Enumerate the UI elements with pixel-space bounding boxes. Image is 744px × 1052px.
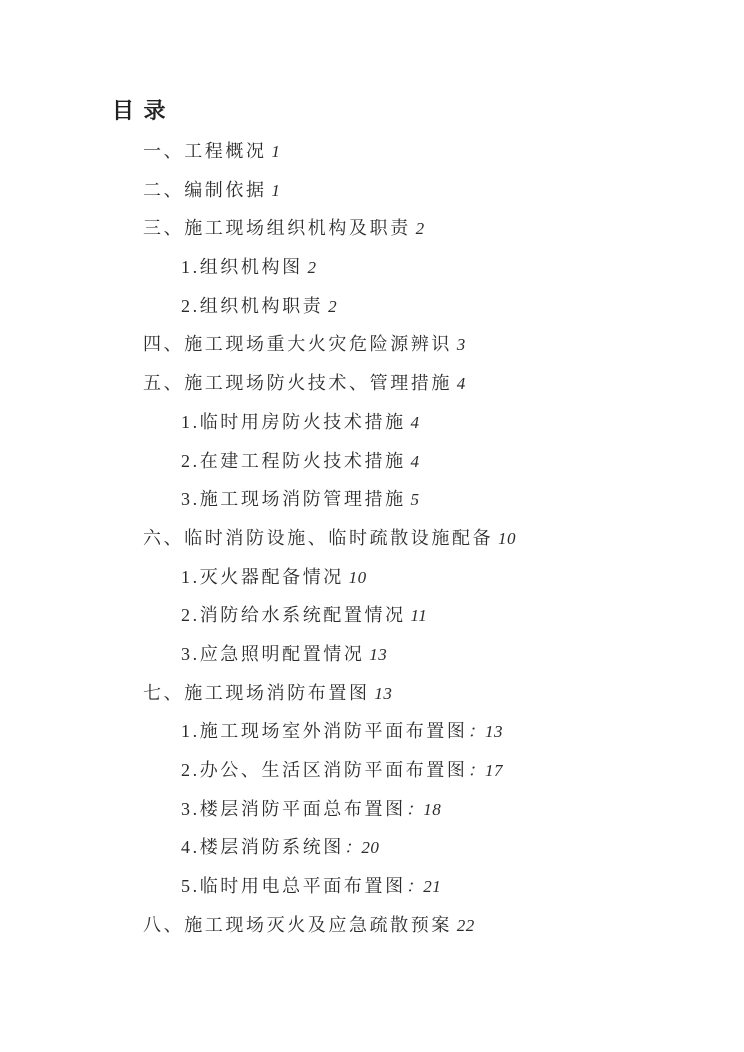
toc-entry-page-number: 11 [405,606,428,626]
toc-entry-page-number: 1 [266,142,281,161]
toc-entry-label: 1.施工现场室外消防平面布置图 [181,721,468,742]
toc-entry [0,403,744,442]
toc-entry-label: 1.临时用房防火技术措施 [181,411,406,432]
toc-entry-label: 一、工程概况 [143,141,267,161]
toc-entry-page-number: 2 [302,258,317,278]
toc-entry [0,558,744,597]
toc-entry-page-number: ：17 [467,761,503,780]
toc-entry-page-number: 1 [266,180,281,200]
toc-entry-page-number: 10 [493,528,516,548]
toc-entry-label: 四、施工现场重大火灾危险源辨识 [143,334,452,355]
toc-entry-page-number: 2 [410,219,425,239]
toc-entry [0,790,744,829]
toc-entry-page-number: 2 [323,296,338,316]
toc-entry [0,906,744,945]
toc-entry-label: 1.灭火器配备情况 [181,566,344,587]
toc-entry [0,132,744,171]
toc-list [0,132,744,944]
toc-entry-label: 三、施工现场组织机构及职责 [143,218,411,239]
toc-entry-label: 5.临时用电总平面布置图 [181,876,406,897]
toc-entry-label: 2.办公、生活区消防平面布置图 [181,760,468,780]
toc-entry [0,596,744,635]
toc-entry-page-number: 10 [343,567,367,587]
toc-entry-label: 3.施工现场消防管理措施 [181,489,406,510]
toc-entry [0,209,744,248]
toc-entry-label: 二、编制依据 [143,179,267,200]
toc-entry-page-number: 13 [369,683,393,703]
toc-entry-label: 3.楼层消防平面总布置图 [181,798,406,819]
toc-entry-label: 4.楼层消防系统图 [181,837,344,858]
toc-entry-page-number: ：20 [343,838,380,858]
toc-entry [0,325,744,364]
toc-entry-page-number: ：13 [467,722,503,742]
toc-entry-label: 1.组织机构图 [181,257,303,278]
toc-entry-page-number: 13 [364,644,388,664]
toc-entry-page-number: 4 [452,374,466,394]
toc-entry-label: 2.在建工程防火技术措施 [181,450,406,471]
toc-entry-page-number: 3 [452,335,466,355]
toc-entry-label: 2.组织机构职责 [181,295,324,316]
toc-entry [0,480,744,519]
toc-entry [0,442,744,481]
toc-entry-label: 六、临时消防设施、临时疏散设施配备 [143,527,494,548]
toc-entry-page-number: 22 [452,915,475,935]
toc-entry-page-number: 4 [405,412,420,432]
toc-entry-label: 3.应急照明配置情况 [181,643,365,664]
toc-entry [0,867,744,906]
toc-entry-label: 七、施工现场消防布置图 [143,682,370,703]
toc-entry-page-number: 5 [405,490,420,510]
toc-entry [0,364,744,403]
toc-entry-label: 八、施工现场灭火及应急疏散预案 [143,914,452,935]
toc-entry [0,712,744,751]
toc-entry-page-number: ：18 [405,799,442,819]
toc-entry-page-number: ：21 [405,877,442,897]
toc-entry [0,171,744,210]
toc-entry [0,828,744,867]
toc-entry [0,674,744,713]
toc-entry-label: 2.消防给水系统配置情况 [181,605,406,626]
toc-entry-page-number: 4 [405,451,420,471]
toc-entry [0,751,744,790]
toc-entry [0,519,744,558]
toc-entry [0,287,744,326]
toc-entry [0,248,744,287]
toc-entry-label: 五、施工现场防火技术、管理措施 [143,373,452,394]
page-title: 目 录 [112,98,168,123]
toc-entry [0,635,744,674]
